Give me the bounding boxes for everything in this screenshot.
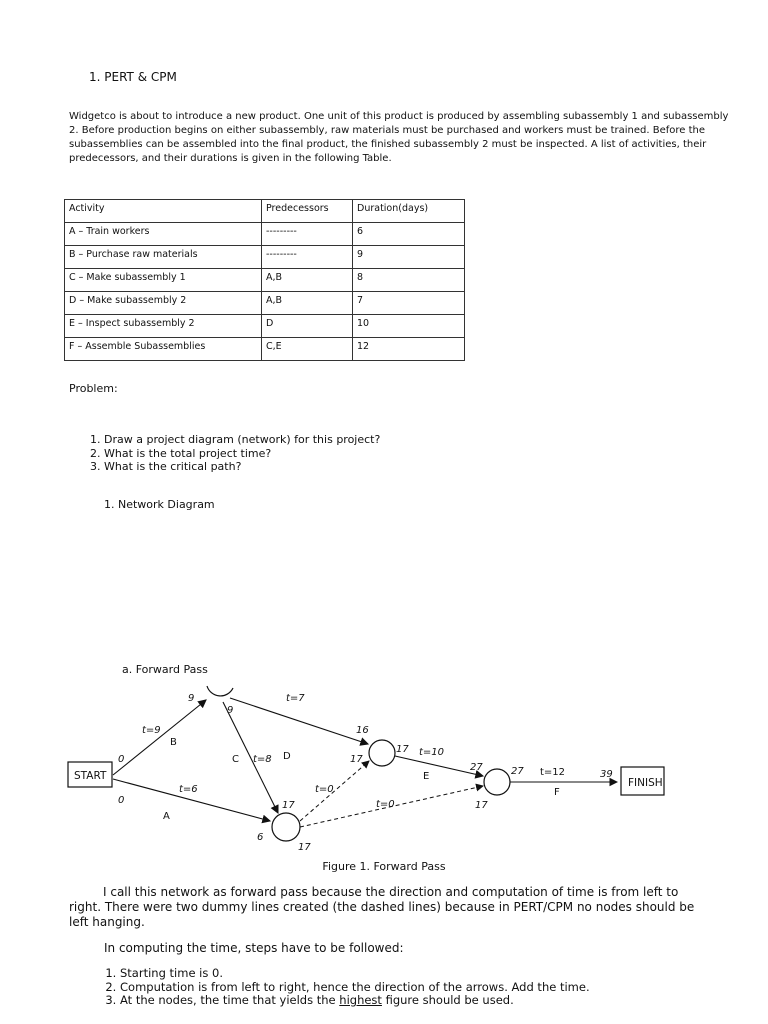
label-n3-left: 17 — [350, 754, 363, 765]
cell-activity: F – Assemble Subassemblies — [65, 338, 262, 361]
label-td: t=7 — [286, 693, 305, 704]
cell-activity: A – Train workers — [65, 223, 262, 246]
label-n5-in: 27 — [470, 762, 483, 773]
cell-predecessors: D — [262, 315, 353, 338]
dummy-arrow-1 — [300, 761, 369, 821]
steps-intro: In computing the time, steps have to be followed: — [104, 941, 404, 955]
node-n3 — [369, 740, 395, 766]
arrow-b — [113, 700, 206, 775]
label-n4-top: 17 — [282, 800, 295, 811]
label-n4-left: 6 — [257, 832, 264, 843]
label-n5-out: 27 — [511, 766, 524, 777]
figure-caption: Figure 1. Forward Pass — [322, 860, 446, 873]
cell-activity: D – Make subassembly 2 — [65, 292, 262, 315]
explanation-text: I call this network as forward pass because the direction and computation of time is from left to right. There were two dummy lines created (the dashed lines) because in PERT/CPM no nodes should be left hanging. — [69, 885, 695, 929]
label-tb: t=9 — [142, 725, 161, 736]
cell-activity: C – Make subassembly 1 — [65, 269, 262, 292]
label-d: D — [283, 751, 291, 762]
step3-text-post: figure should be used. — [381, 993, 514, 1007]
start-label: START — [74, 770, 107, 782]
activity-table — [64, 199, 465, 361]
table-row — [65, 246, 465, 269]
label-n5-bottom: 17 — [475, 800, 488, 811]
cell-predecessors: A,B — [262, 269, 353, 292]
arrow-d — [230, 698, 368, 744]
header-activity: Activity — [65, 200, 262, 223]
table-row — [65, 269, 465, 292]
node-n2 — [207, 686, 233, 696]
cell-activity: E – Inspect subassembly 2 — [65, 315, 262, 338]
list-item: 2. What is the total project time? — [104, 447, 380, 461]
explanation-paragraph — [69, 885, 709, 930]
forward-pass-title: a. Forward Pass — [122, 663, 208, 676]
cell-predecessors: A,B — [262, 292, 353, 315]
network-diagram — [60, 682, 680, 858]
label-n2-out: 9 — [227, 705, 234, 716]
label-a: A — [163, 811, 170, 822]
header-predecessors: Predecessors — [262, 200, 353, 223]
label-b: B — [170, 737, 177, 748]
label-finish-time: 39 — [600, 769, 613, 780]
finish-label: FINISH — [628, 777, 663, 789]
cell-duration: 10 — [353, 315, 465, 338]
label-f: F — [554, 787, 560, 798]
label-n3-right: 17 — [396, 744, 409, 755]
table-header-row — [65, 200, 465, 223]
intro-paragraph: Widgetco is about to introduce a new product. One unit of this product is produced by assembling subassembly 1 and subassembly 2. Before production begins on either subassembly, raw materials must be purchased and workers must be trained. Before the subassemblies can be assembled into the final product, the finished subassembly 2 must be inspected. A list of activities, their predecessors, and their durations is given in the following Table. — [69, 111, 729, 164]
header-duration: Duration(days) — [353, 200, 465, 223]
list-item — [120, 994, 590, 1008]
table-row — [65, 292, 465, 315]
cell-activity: B – Purchase raw materials — [65, 246, 262, 269]
cell-duration: 8 — [353, 269, 465, 292]
label-dummy1: t=0 — [315, 784, 334, 795]
step3-text-pre: At the nodes, the time that yields the — [120, 993, 340, 1007]
cell-duration: 9 — [353, 246, 465, 269]
problem-label: Problem: — [69, 382, 118, 395]
network-diagram-title: 1. Network Diagram — [104, 498, 215, 511]
step3-emphasis: highest — [339, 993, 382, 1007]
label-e: E — [423, 771, 430, 782]
cell-duration: 7 — [353, 292, 465, 315]
label-c: C — [232, 754, 239, 765]
cell-predecessors: C,E — [262, 338, 353, 361]
label-start-time-b: 0 — [118, 754, 125, 765]
steps-list — [102, 967, 590, 1008]
label-n4-bottom: 17 — [298, 842, 311, 853]
page-heading: 1. PERT & CPM — [89, 70, 177, 84]
label-n2-in: 9 — [188, 693, 195, 704]
node-n5 — [484, 769, 510, 795]
table-row — [65, 338, 465, 361]
question-list — [86, 433, 380, 474]
label-n3-in: 16 — [356, 725, 369, 736]
table-row — [65, 223, 465, 246]
label-dummy2: t=0 — [376, 799, 395, 810]
label-te: t=10 — [419, 747, 445, 758]
label-ta: t=6 — [179, 784, 198, 795]
table-row — [65, 315, 465, 338]
cell-predecessors: --------- — [262, 246, 353, 269]
list-item: 3. What is the critical path? — [104, 460, 380, 474]
node-n4 — [272, 813, 300, 841]
label-tc: t=8 — [253, 754, 272, 765]
label-start-time-a: 0 — [118, 795, 125, 806]
label-tf: t=12 — [540, 767, 566, 778]
cell-predecessors: --------- — [262, 223, 353, 246]
cell-duration: 6 — [353, 223, 465, 246]
list-item: 1. Draw a project diagram (network) for this project? — [104, 433, 380, 447]
list-item: 2. Computation is from left to right, hence the direction of the arrows. Add the time. — [120, 981, 590, 995]
cell-duration: 12 — [353, 338, 465, 361]
list-item: 1. Starting time is 0. — [120, 967, 590, 981]
